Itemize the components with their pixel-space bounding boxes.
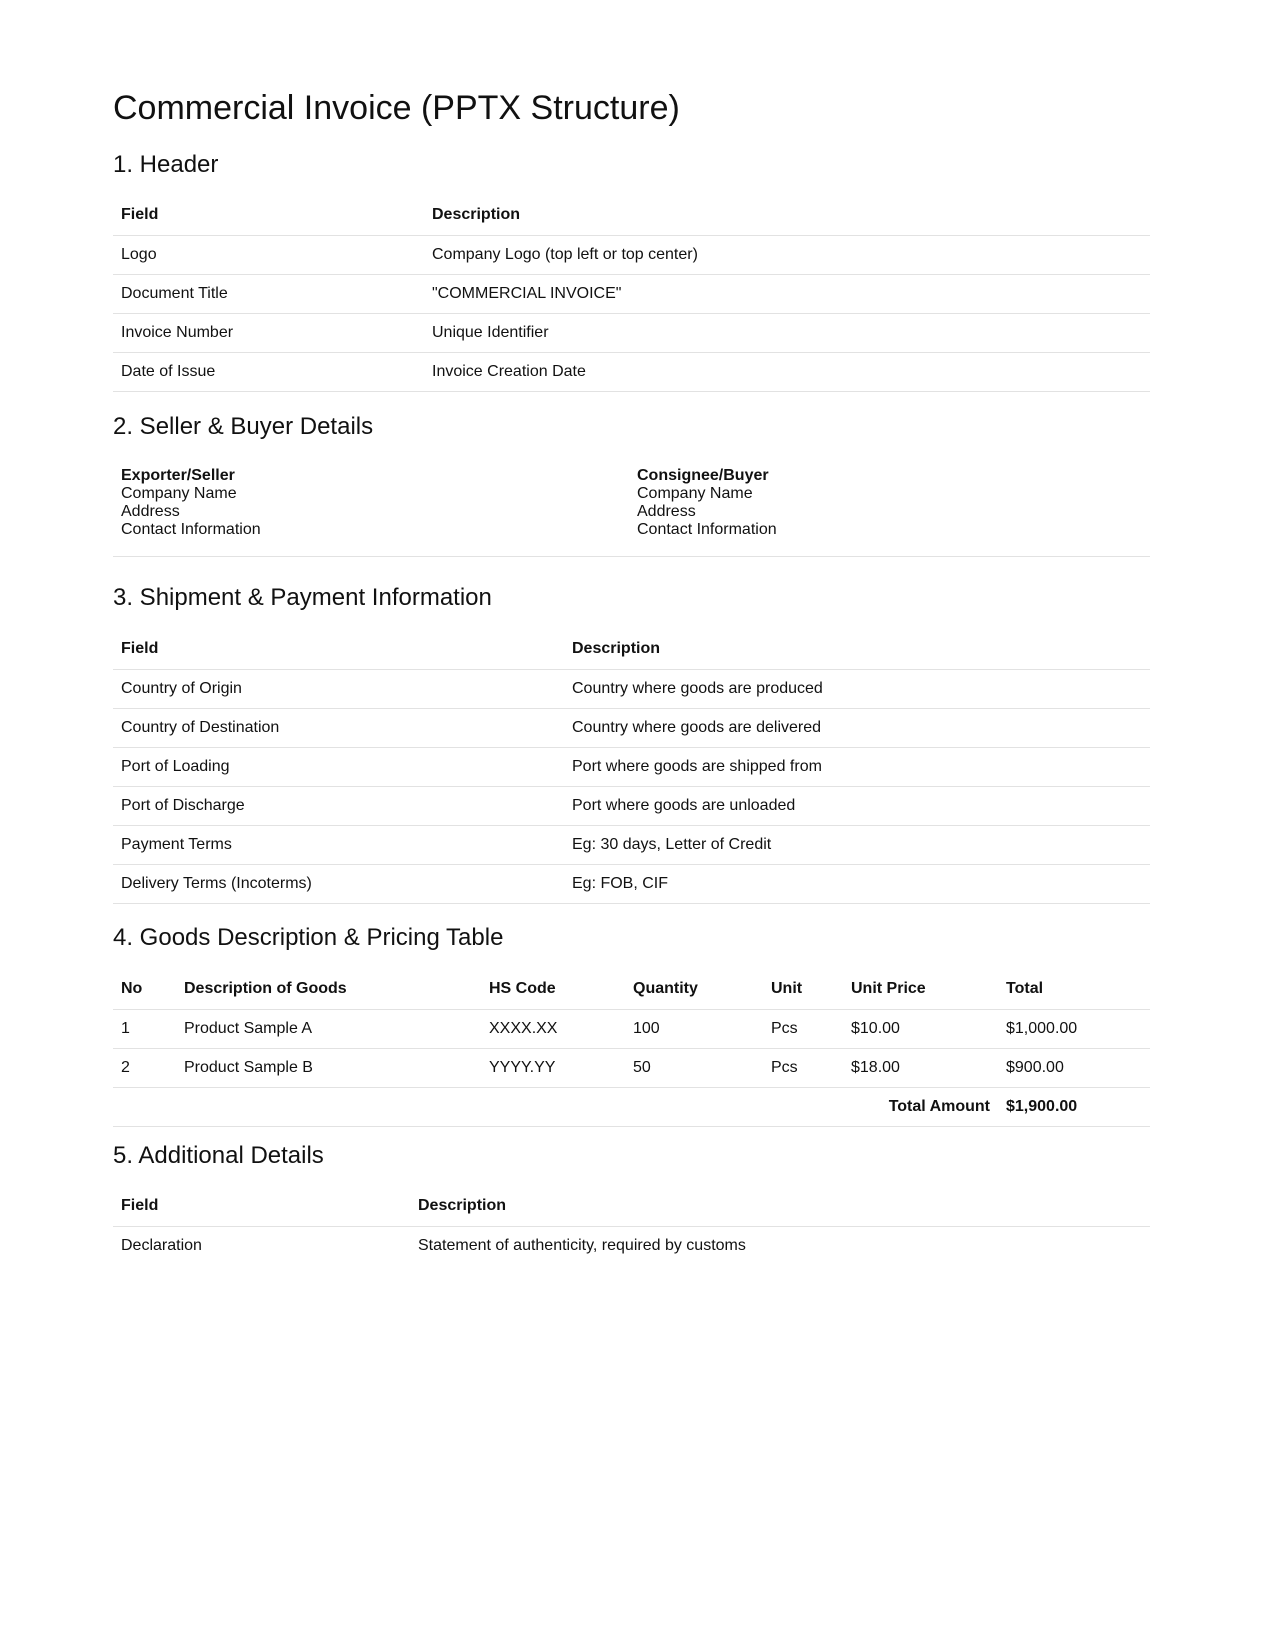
field-cell: Country of Origin	[113, 670, 564, 709]
table-header-row	[113, 629, 1150, 670]
table-row	[113, 314, 1150, 353]
description-cell: "COMMERCIAL INVOICE"	[424, 275, 1150, 314]
no-cell: 1	[113, 1010, 176, 1049]
field-cell: Declaration	[121, 1237, 202, 1254]
description-cell: Port where goods are unloaded	[564, 787, 1150, 826]
seller-line: Address	[121, 503, 180, 520]
buyer-line: Address	[637, 503, 696, 520]
table-row	[113, 826, 1150, 865]
table-row	[113, 353, 1150, 392]
table-row	[113, 709, 1150, 748]
field-cell: Invoice Number	[113, 314, 424, 353]
description-cell: Invoice Creation Date	[424, 353, 1150, 392]
unit-price-cell: $10.00	[843, 1010, 998, 1049]
description-cell: Company Logo (top left or top center)	[424, 236, 1150, 275]
table-row	[113, 865, 1150, 904]
parties-block	[113, 467, 1150, 557]
description-cell: Country where goods are produced	[564, 670, 1150, 709]
description-cell: Eg: 30 days, Letter of Credit	[564, 826, 1150, 865]
column-header: Description	[410, 1186, 1150, 1227]
no-cell: 2	[113, 1049, 176, 1088]
column-header: Field	[113, 195, 424, 236]
field-cell: Port of Discharge	[113, 787, 564, 826]
table-row	[113, 275, 1150, 314]
total-amount-label: Total Amount	[113, 1088, 998, 1127]
unit-cell: Pcs	[763, 1010, 843, 1049]
hs-code-cell: YYYY.YY	[481, 1049, 625, 1088]
page-title: Commercial Invoice (PPTX Structure)	[113, 89, 680, 127]
total-cell: $1,000.00	[998, 1010, 1150, 1049]
column-header: Description	[424, 195, 1150, 236]
table-header-row	[113, 1186, 1150, 1227]
buyer-title: Consignee/Buyer	[637, 467, 769, 484]
additional-table	[113, 1186, 1150, 1265]
column-header: Field	[113, 629, 564, 670]
field-cell: Country of Destination	[113, 709, 564, 748]
table-row	[113, 1227, 1150, 1266]
buyer-line: Contact Information	[637, 521, 777, 538]
total-amount-value: $1,900.00	[998, 1088, 1150, 1127]
table-row	[113, 670, 1150, 709]
column-header: Field	[113, 1186, 410, 1227]
description-cell: Statement of authenticity, required by customs	[418, 1237, 746, 1254]
table-row	[113, 1049, 1150, 1088]
section-heading-parties: 2. Seller & Buyer Details	[113, 413, 374, 440]
quantity-cell: 50	[625, 1049, 763, 1088]
table-header-row	[113, 969, 1150, 1010]
seller-line: Company Name	[121, 485, 237, 502]
field-cell: Date of Issue	[113, 353, 424, 392]
total-cell: $900.00	[998, 1049, 1150, 1088]
column-header: No	[113, 969, 176, 1010]
column-header: Description	[564, 629, 1150, 670]
seller-line: Contact Information	[121, 521, 261, 538]
section-heading-shipment: 3. Shipment & Payment Information	[113, 584, 492, 611]
seller-title: Exporter/Seller	[121, 467, 235, 484]
section-heading-goods: 4. Goods Description & Pricing Table	[113, 924, 504, 951]
quantity-cell: 100	[625, 1010, 763, 1049]
table-row	[113, 748, 1150, 787]
header-table	[113, 195, 1150, 392]
section-heading-header: 1. Header	[113, 151, 219, 178]
field-cell: Payment Terms	[113, 826, 564, 865]
column-header: Total	[998, 969, 1150, 1010]
goods-description-cell: Product Sample A	[176, 1010, 481, 1049]
column-header: Unit Price	[843, 969, 998, 1010]
seller-details	[121, 467, 261, 539]
column-header: Unit	[763, 969, 843, 1010]
description-cell: Port where goods are shipped from	[564, 748, 1150, 787]
field-cell: Delivery Terms (Incoterms)	[113, 865, 564, 904]
total-row	[113, 1088, 1150, 1127]
goods-table	[113, 969, 1150, 1127]
column-header: Quantity	[625, 969, 763, 1010]
description-cell: Eg: FOB, CIF	[564, 865, 1150, 904]
unit-cell: Pcs	[763, 1049, 843, 1088]
buyer-line: Company Name	[637, 485, 753, 502]
shipment-table	[113, 629, 1150, 904]
table-row	[113, 1010, 1150, 1049]
field-cell: Logo	[113, 236, 424, 275]
field-cell: Port of Loading	[113, 748, 564, 787]
section-heading-additional: 5. Additional Details	[113, 1142, 324, 1169]
description-cell: Unique Identifier	[424, 314, 1150, 353]
description-cell: Country where goods are delivered	[564, 709, 1150, 748]
buyer-details	[637, 467, 777, 539]
column-header: HS Code	[481, 969, 625, 1010]
table-row	[113, 236, 1150, 275]
table-header-row	[113, 195, 1150, 236]
unit-price-cell: $18.00	[843, 1049, 998, 1088]
goods-description-cell: Product Sample B	[176, 1049, 481, 1088]
column-header: Description of Goods	[176, 969, 481, 1010]
hs-code-cell: XXXX.XX	[481, 1010, 625, 1049]
table-row	[113, 787, 1150, 826]
field-cell: Document Title	[113, 275, 424, 314]
